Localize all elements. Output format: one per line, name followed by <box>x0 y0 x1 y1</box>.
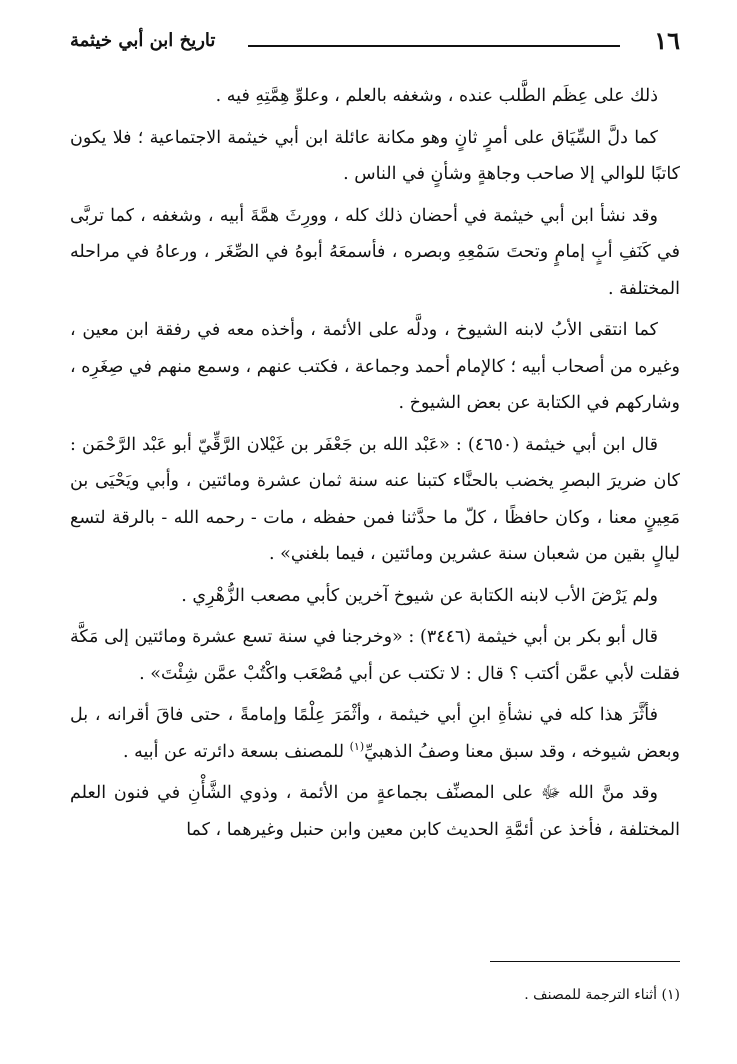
paragraph-5: قال ابن أبي خيثمة (٤٦٥٠) : «عَبْد الله بن جَعْفَر بن غَيْلان الرَّقِّيّ أبو عَبْد الرَّحْمَن : كان ضريرَ البصرِ يخضب بالحنَّاء كتبنا عنه سنة ثمان عشرة ومائتين ، وأبي ويَحْيَى بن مَعِينٍ معنا ، وكان حافظًا ، كلّ ما حدَّثنا فمن حفظه ، مات - رحمه الله - بالرقة لتسع ليالٍ بقين من شعبان سنة عشرين ومائتين ، فيما بلغني» . <box>70 434 680 564</box>
paragraph-6: ولم يَرْضَ الأب لابنه الكتابة عن شيوخ آخرين كأبي مصعب الزُّهْرِي . <box>181 585 658 606</box>
paragraph-9: وقد منَّ الله ﷻ على المصنِّف بجماعةٍ من الأئمة ، وذوي الشَّأْنِ في فنون العلم المختلفة ، فأخذ عن أئمَّةِ الحديث كابن معين وابن حنبل وغيرهما ، كما <box>70 783 680 840</box>
footnote-rule <box>490 961 680 962</box>
running-title: تاريخ ابن أبي خيثمة <box>70 30 216 51</box>
paragraph-3: وقد نشأ ابن أبي خيثمة في أحضان ذلك كله ، وورِثَ همَّةَ أبيه ، وشغفه ، كما تربَّى في كَنَفِ أبٍ إمامٍ وتحتَ سَمْعِهِ وبصره ، فأسمعَهُ أبوهُ في الصِّغَر ، ورعاهُ في مراحله المختلفة . <box>70 205 680 299</box>
paragraph-4: كما انتقى الأبُ لابنه الشيوخ ، ودلَّه على الأئمة ، وأخذه معه في رفقة ابن معين ، وغيره من أصحاب أبيه ؛ كالإمام أحمد وجماعة ، فكتب عنهم ، وسمع منهم في صِغَرِه ، وشاركهم في الكتابة عن بعض الشيوخ . <box>70 320 680 413</box>
paragraph-8-text-a: فأثَّرَ هذا كله في نشأةِ ابنِ أبي خيثمة ، وأثْمَرَ عِلْمًا وإمامةً ، حتى فاقَ أقرانه ، بل وبعض شيوخه ، وقد سبق معنا وصفُ الذهبيِّ <box>70 705 680 762</box>
paragraph-1: ذلك على عِظَم الطَّلب عنده ، وشغفه بالعلم ، وعلوِّ هِمَّتِهِ فيه . <box>215 86 658 106</box>
paragraph-8-text-b: للمصنف بسعة دائرته عن أبيه . <box>122 741 350 762</box>
paragraph-8 <box>70 697 680 770</box>
footnote-reference: (١) <box>349 739 365 753</box>
body-text <box>70 78 680 848</box>
page-header <box>70 26 680 60</box>
book-page <box>70 26 680 1003</box>
page-number: ١٦ <box>654 26 680 55</box>
footnote-1: (١) أثناء الترجمة للمصنف . <box>524 987 680 1003</box>
paragraph-2: كما دلَّ السِّيَاق على أمرٍ ثانٍ وهو مكانة عائلة ابن أبي خيثمة الاجتماعية ؛ فلا يكون كاتبًا للوالي إلا صاحب وجاهةٍ وشأنٍ في الناس . <box>70 127 680 184</box>
paragraph-7: قال أبو بكر بن أبي خيثمة (٣٤٤٦) : «وخرجنا في سنة تسع عشرة ومائتين إلى مَكَّة فقلت لأبي عمَّن أكتب ؟ قال : لا تكتب عن أبي مُصْعَب واكْتُبْ عمَّن شِئْتَ» . <box>70 627 680 684</box>
header-rule <box>248 45 620 47</box>
